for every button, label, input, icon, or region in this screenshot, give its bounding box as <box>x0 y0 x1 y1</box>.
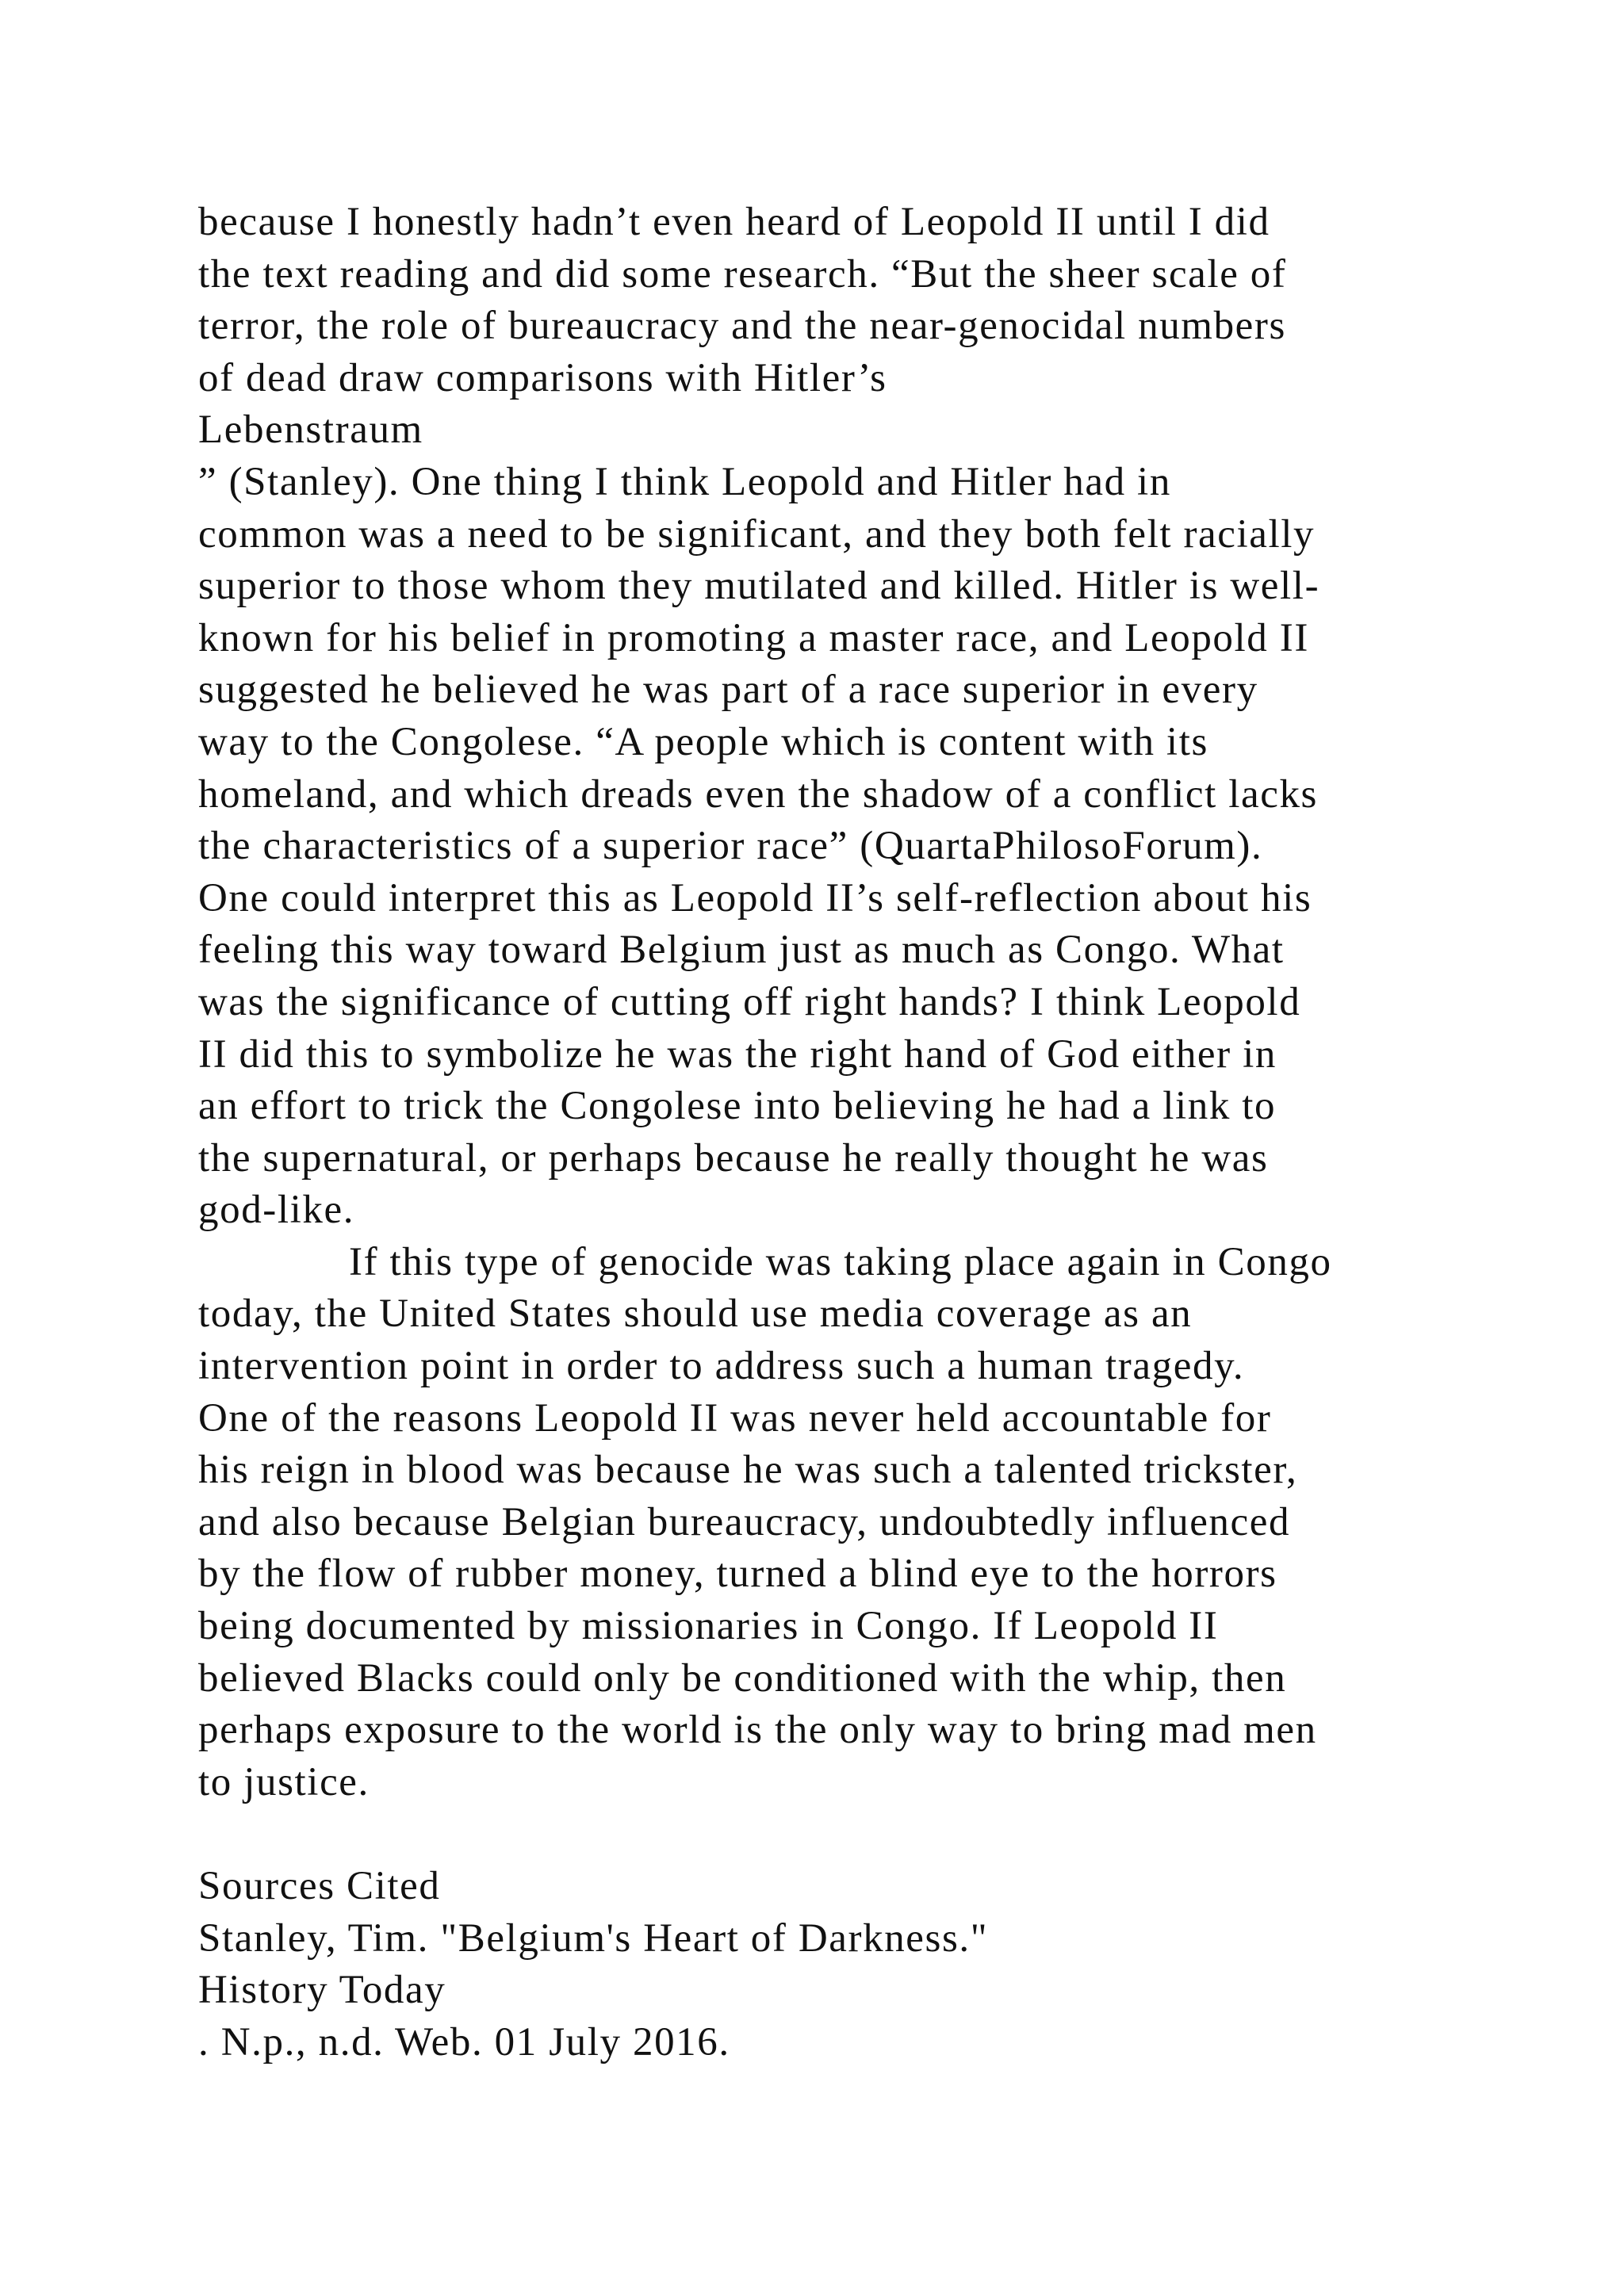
body-line: superior to those whom they mutilated and killed. Hitler is well- <box>198 564 1320 609</box>
body-line: because I honestly hadn’t even heard of Leopold II until I did <box>198 200 1270 244</box>
document-body <box>198 197 1546 2068</box>
body-line: suggested he believed he was part of a race superior in every <box>198 668 1258 713</box>
body-line: the text reading and did some research. “But the sheer scale of <box>198 251 1287 297</box>
body-line: II did this to symbolize he was the right hand of God either in <box>198 1031 1277 1077</box>
body-line: an effort to trick the Congolese into believing he had a link to <box>198 1084 1277 1129</box>
body-line: terror, the role of bureaucracy and the near-genocidal numbers <box>198 304 1286 349</box>
body-line: way to the Congolese. “A people which is content with its <box>198 719 1208 764</box>
body-line: homeland, and which dreads even the shadow of a conflict lacks <box>198 771 1319 817</box>
body-line: and also because Belgian bureaucracy, undoubtedly influenced <box>198 1499 1291 1544</box>
body-line: intervention point in order to address such a human tragedy. <box>198 1344 1245 1389</box>
body-line: today, the United States should use media coverage as an <box>198 1292 1193 1337</box>
body-line: ” (Stanley). One thing I think Leopold and Hitler had in <box>198 459 1171 504</box>
body-line: One could interpret this as Leopold II’s self-reflection about his <box>198 875 1312 920</box>
body-line: the characteristics of a superior race” (QuartaPhilosoForum). <box>198 824 1263 869</box>
citation-line: . N.p., n.d. Web. 01 July 2016. <box>198 2019 730 2064</box>
body-line: perhaps exposure to the world is the only way to bring mad men <box>198 1708 1317 1753</box>
body-line: believed Blacks could only be conditioned with the whip, then <box>198 1655 1287 1701</box>
body-line: being documented by missionaries in Congo. If Leopold II <box>198 1604 1219 1649</box>
body-line: feeling this way toward Belgium just as much as Congo. What <box>198 928 1285 973</box>
paragraph-spacer <box>198 1808 1546 1861</box>
body-line: of dead draw comparisons with Hitler’s <box>198 355 887 400</box>
body-line: Lebenstraum <box>198 408 423 453</box>
citation-line: History Today <box>198 1968 446 2013</box>
body-line: the supernatural, or perhaps because he really thought he was <box>198 1135 1269 1181</box>
body-line: his reign in blood was because he was such a talented trickster, <box>198 1448 1298 1493</box>
sources-heading: Sources Cited <box>198 1864 441 1908</box>
body-line: was the significance of cutting off right hands? I think Leopold <box>198 979 1301 1024</box>
body-line: by the flow of rubber money, turned a blind eye to the horrors <box>198 1552 1277 1597</box>
body-line: known for his belief in promoting a master race, and Leopold II <box>198 615 1309 660</box>
body-line: common was a need to be significant, and they both felt racially <box>198 511 1316 557</box>
body-line: to justice. <box>198 1759 370 1804</box>
body-line: One of the reasons Leopold II was never held accountable for <box>198 1395 1272 1441</box>
body-line: god-like. <box>198 1188 355 1233</box>
paragraph-first-line: If this type of genocide was taking place again in Congo <box>349 1239 1332 1284</box>
citation-line: Stanley, Tim. "Belgium's Heart of Darkness." <box>198 1915 989 1961</box>
